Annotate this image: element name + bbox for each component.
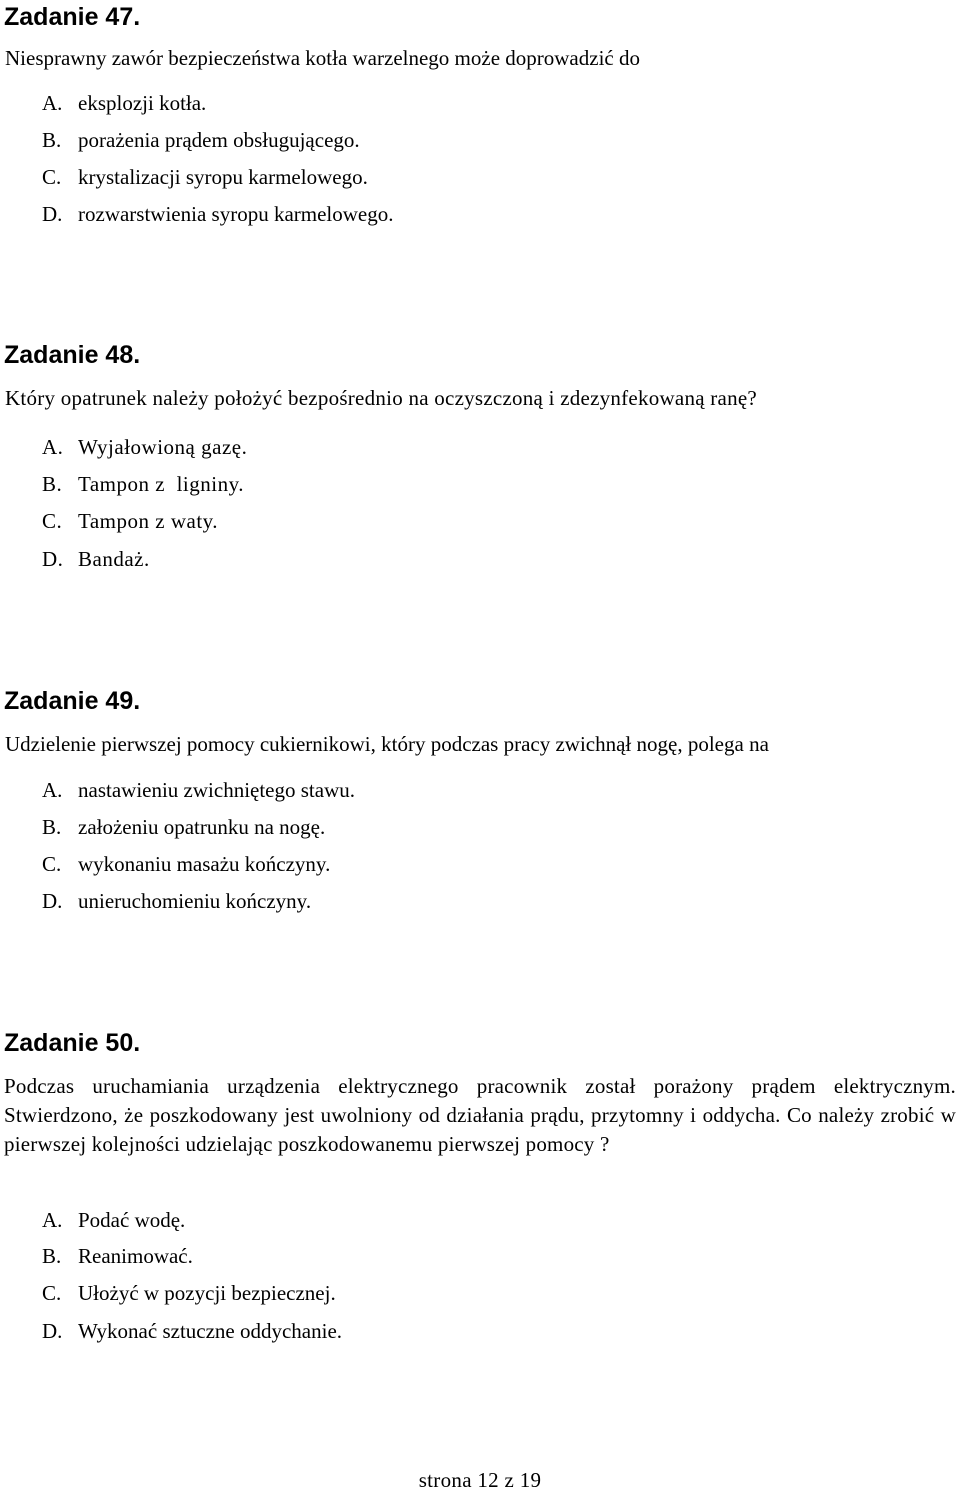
option-letter: B. [42,815,62,839]
option-text: eksplozji kotła. [78,91,207,115]
option-text: Bandaż. [78,547,150,571]
task-47-title: Zadanie 47. [4,3,141,31]
task-50-title: Zadanie 50. [4,1029,141,1057]
page-number: strona 12 z 19 [418,1468,542,1492]
task-49-question: Udzielenie pierwszej pomocy cukiernikowi, który podczas pracy zwichnął nogę, polega na [5,732,769,756]
task-49-title: Zadanie 49. [4,687,141,715]
option-letter: C. [42,852,62,876]
option-text: Wykonać sztuczne oddychanie. [78,1319,343,1343]
task-49-option-b [42,814,325,840]
option-text: rozwarstwienia syropu karmelowego. [78,202,394,226]
task-49-option-d [42,888,311,914]
option-letter: D. [42,889,63,913]
option-text: porażenia prądem obsługującego. [78,128,360,152]
option-letter: C. [42,509,63,533]
option-letter: A. [42,1208,63,1232]
task-49-option-a [42,777,355,803]
option-letter: C. [42,165,62,189]
task-50-option-b [42,1243,193,1269]
option-text: Ułożyć w pozycji bezpiecznej. [78,1281,336,1305]
option-letter: D. [42,202,63,226]
option-text: Reanimować. [78,1244,193,1268]
option-letter: A. [42,435,64,459]
task-50-option-d [42,1318,342,1344]
task-49-option-c [42,851,330,877]
option-letter: B. [42,1244,62,1268]
option-letter: B. [42,472,63,496]
option-text: wykonaniu masażu kończyny. [78,852,331,876]
task-50-option-c [42,1280,336,1306]
task-47-option-a [42,90,206,116]
option-text: unieruchomieniu kończyny. [78,889,312,913]
option-letter: D. [42,547,64,571]
task-47-question: Niesprawny zawór bezpieczeństwa kotła warzelnego może doprowadzić do [5,46,640,70]
option-letter: B. [42,128,62,152]
task-48-question: Który opatrunek należy położyć bezpośrednio na oczyszczoną i zdezynfekowaną ranę? [5,386,757,410]
task-47-option-c [42,164,368,190]
task-47-option-b [42,127,360,153]
option-text: Podać wodę. [78,1208,186,1232]
task-50-option-a [42,1207,185,1233]
option-text: Wyjałowioną gazę. [78,435,248,459]
task-47-option-d [42,201,393,227]
option-text: Tampon z waty. [78,509,219,533]
task-48-option-d [42,546,150,572]
option-letter: D. [42,1319,63,1343]
option-text: Tampon z ligniny. [78,472,244,496]
option-text: krystalizacji syropu karmelowego. [78,165,368,189]
option-letter: A. [42,778,63,802]
option-text: nastawieniu zwichniętego stawu. [78,778,355,802]
task-48-option-c [42,508,218,534]
task-48-option-a [42,434,247,460]
option-text: założeniu opatrunku na nogę. [78,815,326,839]
option-letter: A. [42,91,63,115]
task-50-question: Podczas uruchamiania urządzenia elektrycznego pracownik został porażony prądem elektrycznym. Stwierdzono, że poszkodowany jest uwolniony od działania prądu, przytomny i oddycha. Co należy zrobić w pierwszej kolejności udzielając poszkodowanemu pierwszej pomocy ? [4,1074,956,1156]
option-letter: C. [42,1281,62,1305]
task-48-option-b [42,471,244,497]
task-48-title: Zadanie 48. [4,341,141,369]
